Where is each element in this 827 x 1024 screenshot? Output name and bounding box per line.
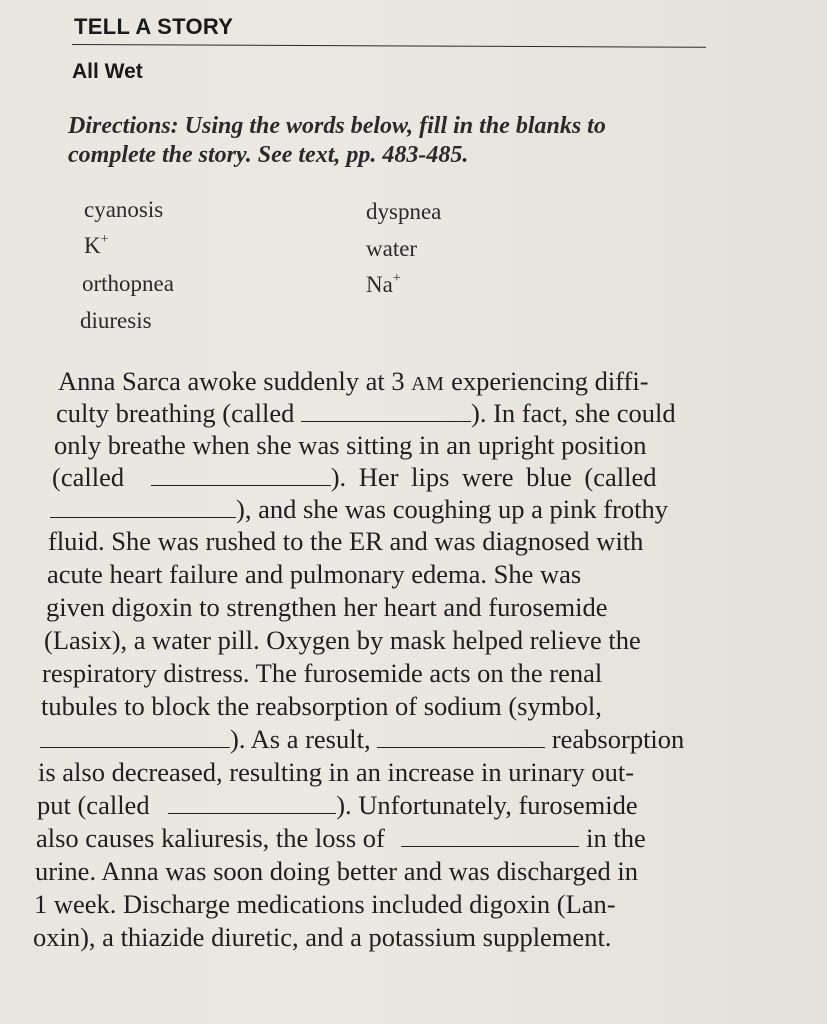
directions-line-1: Directions: Using the words below, fill in the blanks to: [68, 113, 606, 139]
story-line: (Lasix), a water pill. Oxygen by mask helped relieve the: [44, 625, 641, 655]
answer-blank[interactable]: [40, 746, 230, 748]
story-line: Anna Sarca awoke suddenly at 3 AM experiencing diffi-: [58, 366, 649, 396]
word-bank-item: water: [366, 236, 418, 261]
answer-blank[interactable]: [301, 420, 471, 422]
word-bank-item: diuresis: [80, 308, 152, 333]
story-line: ), and she was coughing up a pink frothy: [50, 494, 668, 525]
directions-line-2: complete the story. See text, pp. 483-485.: [68, 142, 469, 168]
answer-blank[interactable]: [50, 516, 236, 518]
story-line: fluid. She was rushed to the ER and was diagnosed with: [48, 526, 644, 556]
answer-blank[interactable]: [377, 746, 545, 748]
answer-blank[interactable]: [151, 484, 331, 486]
story-line: oxin), a thiazide diuretic, and a potassium supplement.: [33, 922, 612, 952]
story-line: only breathe when she was sitting in an upright position: [54, 430, 647, 460]
word-bank-item: Na+: [366, 271, 401, 297]
story-line: (called ). Her lips were blue (called: [52, 462, 657, 492]
story-line: tubules to block the reabsorption of sodium (symbol,: [41, 691, 602, 721]
word-bank-item: K+: [84, 232, 109, 258]
word-bank-item: dyspnea: [366, 199, 442, 224]
answer-blank[interactable]: [168, 812, 336, 814]
story-line: 1 week. Discharge medications included digoxin (Lan-: [34, 889, 616, 919]
story-line: is also decreased, resulting in an increase in urinary out-: [38, 757, 635, 787]
story-line: also causes kaliuresis, the loss of in the: [36, 823, 646, 853]
story-line: ). As a result, reabsorption: [40, 724, 684, 755]
story-line: put (called ). Unfortunately, furosemide: [37, 790, 638, 820]
directions: [68, 112, 728, 170]
word-bank-item: cyanosis: [84, 197, 164, 222]
story-line: urine. Anna was soon doing better and was discharged in: [35, 856, 638, 886]
story-line: given digoxin to strengthen her heart and furosemide: [46, 592, 608, 622]
story-line: culty breathing (called ). In fact, she could: [56, 398, 676, 428]
story-line: acute heart failure and pulmonary edema. She was: [47, 559, 582, 589]
title-rule: [72, 44, 706, 48]
word-bank-item: orthopnea: [82, 271, 174, 296]
story-line: respiratory distress. The furosemide acts on the renal: [42, 658, 603, 688]
section-title: TELL A STORY: [74, 14, 234, 39]
exercise-title: All Wet: [72, 60, 143, 83]
answer-blank[interactable]: [401, 845, 579, 847]
